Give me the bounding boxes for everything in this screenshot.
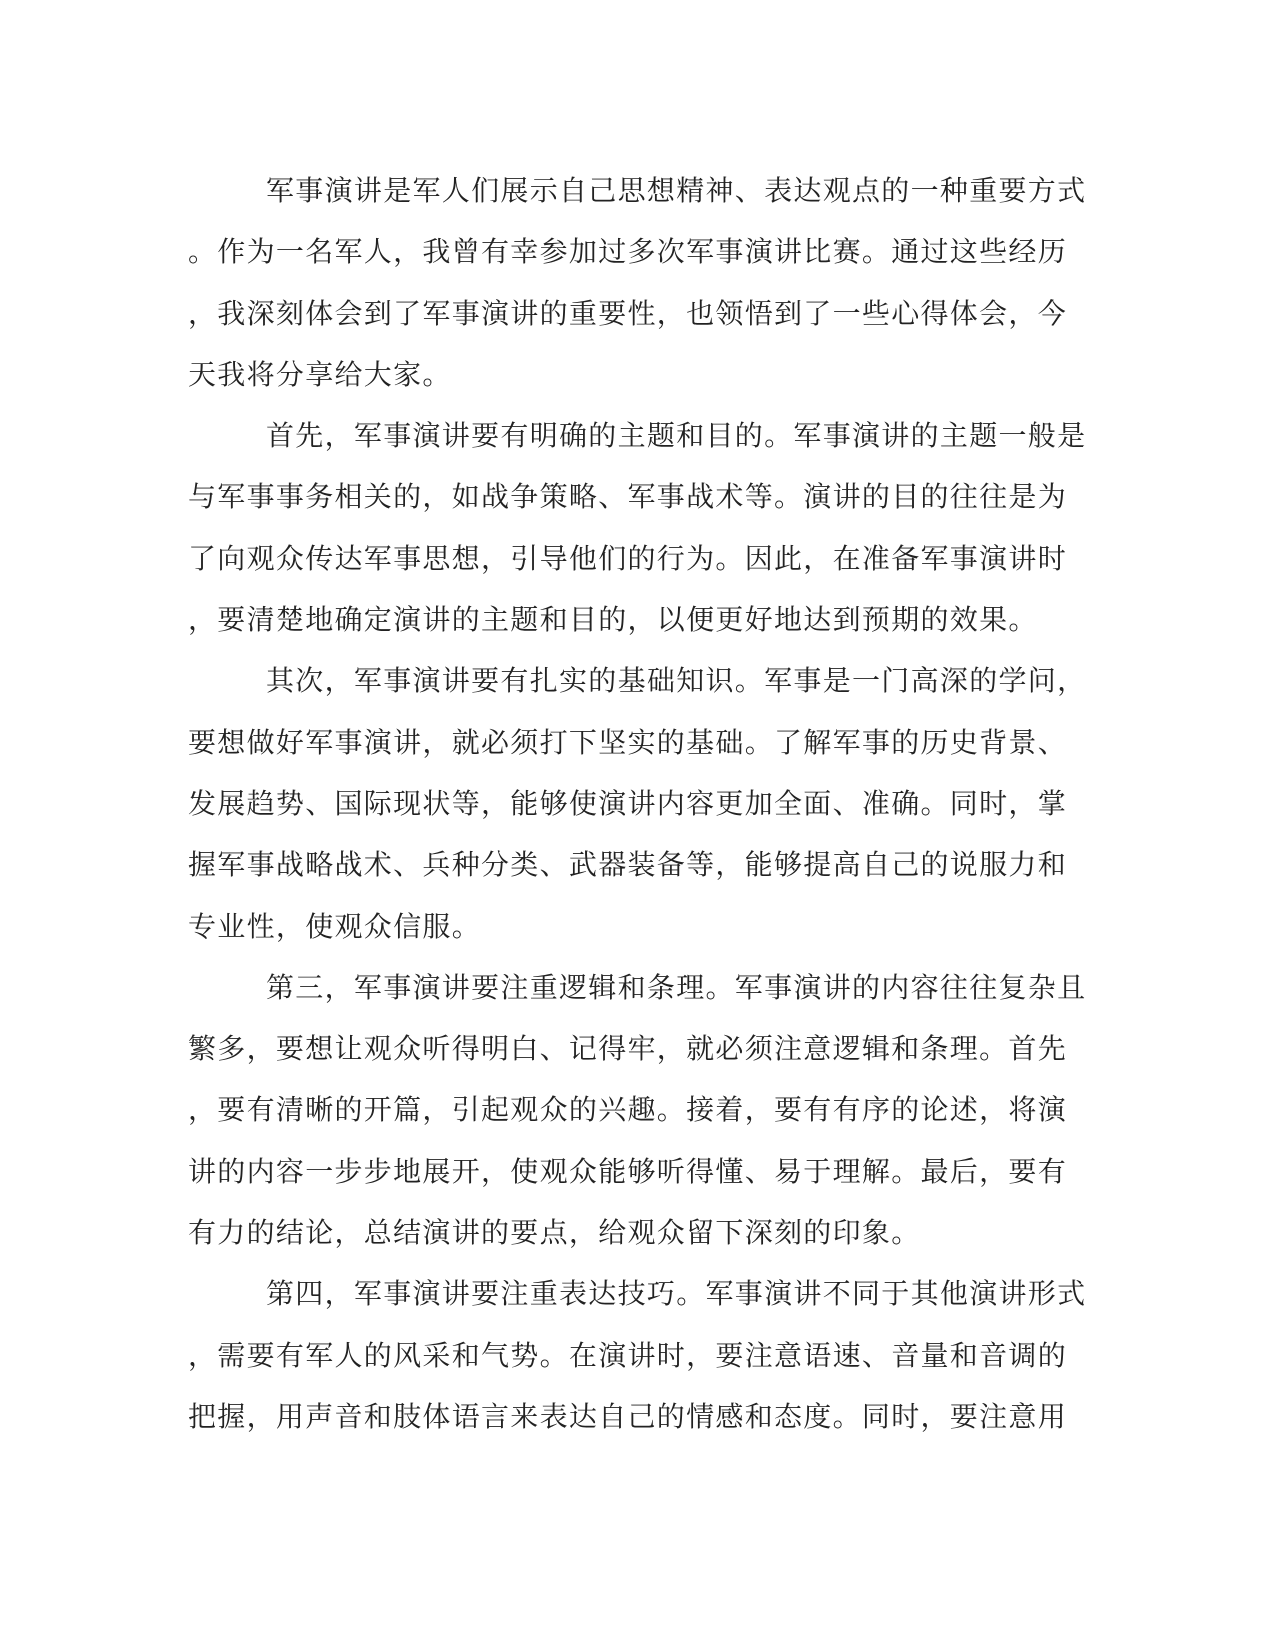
text-line: 首先，军事演讲要有明确的主题和目的。军事演讲的主题一般是 xyxy=(266,419,1087,453)
text-line: 第四，军事演讲要注重表达技巧。军事演讲不同于其他演讲形式 xyxy=(266,1277,1087,1311)
text-line: 专业性，使观众信服。 xyxy=(188,909,482,943)
text-line: 其次，军事演讲要有扎实的基础知识。军事是一门高深的学问， xyxy=(266,664,1087,698)
text-line: 发展趋势、国际现状等，能够使演讲内容更加全面、准确。同时，掌 xyxy=(188,786,1068,820)
text-line: ，需要有军人的风采和气势。在演讲时，要注意语速、音量和音调的 xyxy=(188,1338,1068,1372)
text-line: 了向观众传达军事思想，引导他们的行为。因此，在准备军事演讲时 xyxy=(188,541,1068,575)
document-body xyxy=(188,160,1087,1447)
text-line: 有力的结论，总结演讲的要点，给观众留下深刻的印象。 xyxy=(188,1216,921,1250)
text-line: 第三，军事演讲要注重逻辑和条理。军事演讲的内容往往复杂且 xyxy=(266,970,1087,1004)
text-line: ，我深刻体会到了军事演讲的重要性，也领悟到了一些心得体会，今 xyxy=(188,296,1068,330)
text-line: 与军事事务相关的，如战争策略、军事战术等。演讲的目的往往是为 xyxy=(188,480,1068,514)
text-line: 天我将分享给大家。 xyxy=(188,357,452,391)
text-line: 军事演讲是军人们展示自己思想精神、表达观点的一种重要方式 xyxy=(266,174,1087,207)
text-line: 握军事战略战术、兵种分类、武器装备等，能够提高自己的说服力和 xyxy=(188,848,1068,882)
text-line: ，要有清晰的开篇，引起观众的兴趣。接着，要有有序的论述，将演 xyxy=(188,1093,1068,1127)
text-line: ，要清楚地确定演讲的主题和目的，以便更好地达到预期的效果。 xyxy=(188,603,1038,637)
text-line: 要想做好军事演讲，就必须打下坚实的基础。了解军事的历史背景、 xyxy=(188,725,1068,759)
text-line: 讲的内容一步步地展开，使观众能够听得懂、易于理解。最后，要有 xyxy=(188,1154,1068,1188)
text-line: 繁多，要想让观众听得明白、记得牢，就必须注意逻辑和条理。首先 xyxy=(188,1032,1068,1066)
text-line: 。作为一名军人，我曾有幸参加过多次军事演讲比赛。通过这些经历 xyxy=(188,235,1068,269)
text-line: 把握，用声音和肢体语言来表达自己的情感和态度。同时，要注意用 xyxy=(188,1399,1068,1433)
